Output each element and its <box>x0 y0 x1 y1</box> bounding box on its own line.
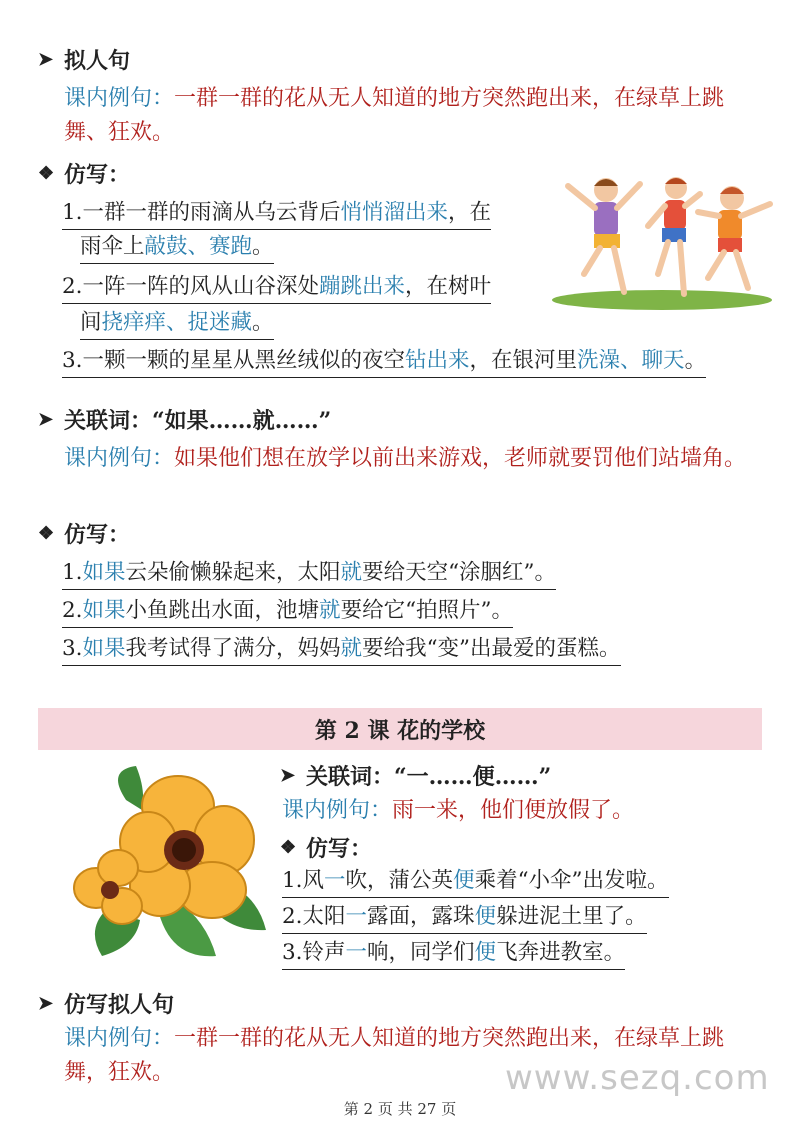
arrow-right-icon: ➤ <box>280 765 296 786</box>
running-children-illustration <box>548 168 776 314</box>
imitation-line: 间挠痒痒、捉迷藏。 <box>80 308 274 340</box>
example-sentence: 课内例句：如果他们想在放学以前出来游戏，老师就要罚他们站墙角。 <box>64 446 747 471</box>
four-diamond-icon: ❖ <box>38 523 55 544</box>
total-pages: 27 <box>417 1100 437 1118</box>
section-header-personification: ➤ 拟人句 <box>38 48 131 74</box>
imitate-header: ❖ 仿写： <box>280 836 373 862</box>
imitation-line: 2.太阳一露面，露珠便躲进泥土里了。 <box>282 902 647 934</box>
example-sentence: 课内例句：一群一群的花从无人知道的地方突然跑出来，在绿草上跳舞、狂欢。 <box>64 86 725 145</box>
arrow-right-icon: ➤ <box>38 993 54 1014</box>
imitation-line: 3.铃声一响，同学们便飞奔进教室。 <box>282 938 625 970</box>
arrow-right-icon: ➤ <box>38 409 54 430</box>
imitate-header: ❖ 仿写： <box>38 522 131 548</box>
page-number: 2 <box>363 1100 374 1118</box>
section-header-conjunction-if: ➤ 关联词：“如果……就……” <box>38 408 332 434</box>
imitation-line: 1.风一吹，蒲公英便乘着“小伞”出发啦。 <box>282 866 669 898</box>
imitation-line: 3.如果我考试得了满分，妈妈就要给我“变”出最爱的蛋糕。 <box>62 634 621 666</box>
arrow-right-icon: ➤ <box>38 49 54 70</box>
imitate-header: ❖ 仿写： <box>38 162 131 188</box>
watermark: www.sezq.com <box>505 1058 770 1098</box>
lesson-title-bar: 第 2 课 花的学校 <box>38 708 762 750</box>
section-header-imitate-personification: ➤ 仿写拟人句 <box>38 992 175 1018</box>
page-footer: 第 2 页 共 27 页 <box>343 1100 457 1118</box>
imitation-line: 2.如果小鱼跳出水面，池塘就要给它“拍照片”。 <box>62 596 513 628</box>
imitation-line: 2.一阵一阵的风从山谷深处蹦跳出来，在树叶 <box>62 272 491 304</box>
four-diamond-icon: ❖ <box>38 163 55 184</box>
flower-illustration <box>66 760 272 960</box>
imitation-line: 1.一群一群的雨滴从乌云背后悄悄溜出来，在 <box>62 198 491 230</box>
imitation-line: 1.如果云朵偷懒躲起来，太阳就要给天空“涂胭红”。 <box>62 558 556 590</box>
imitation-line: 雨伞上敲鼓、赛跑。 <box>80 232 274 264</box>
example-sentence: 课内例句：一群一群的花从无人知道的地方突然跑出来，在绿草上跳舞，狂欢。 <box>64 1026 725 1085</box>
imitation-line: 3.一颗一颗的星星从黑丝绒似的夜空钻出来，在银河里洗澡、聊天。 <box>62 346 706 378</box>
section-header-conjunction-once: ➤ 关联词：“一……便……” <box>280 764 552 790</box>
four-diamond-icon: ❖ <box>280 837 297 858</box>
example-sentence: 课内例句：雨一来，他们便放假了。 <box>282 798 635 823</box>
